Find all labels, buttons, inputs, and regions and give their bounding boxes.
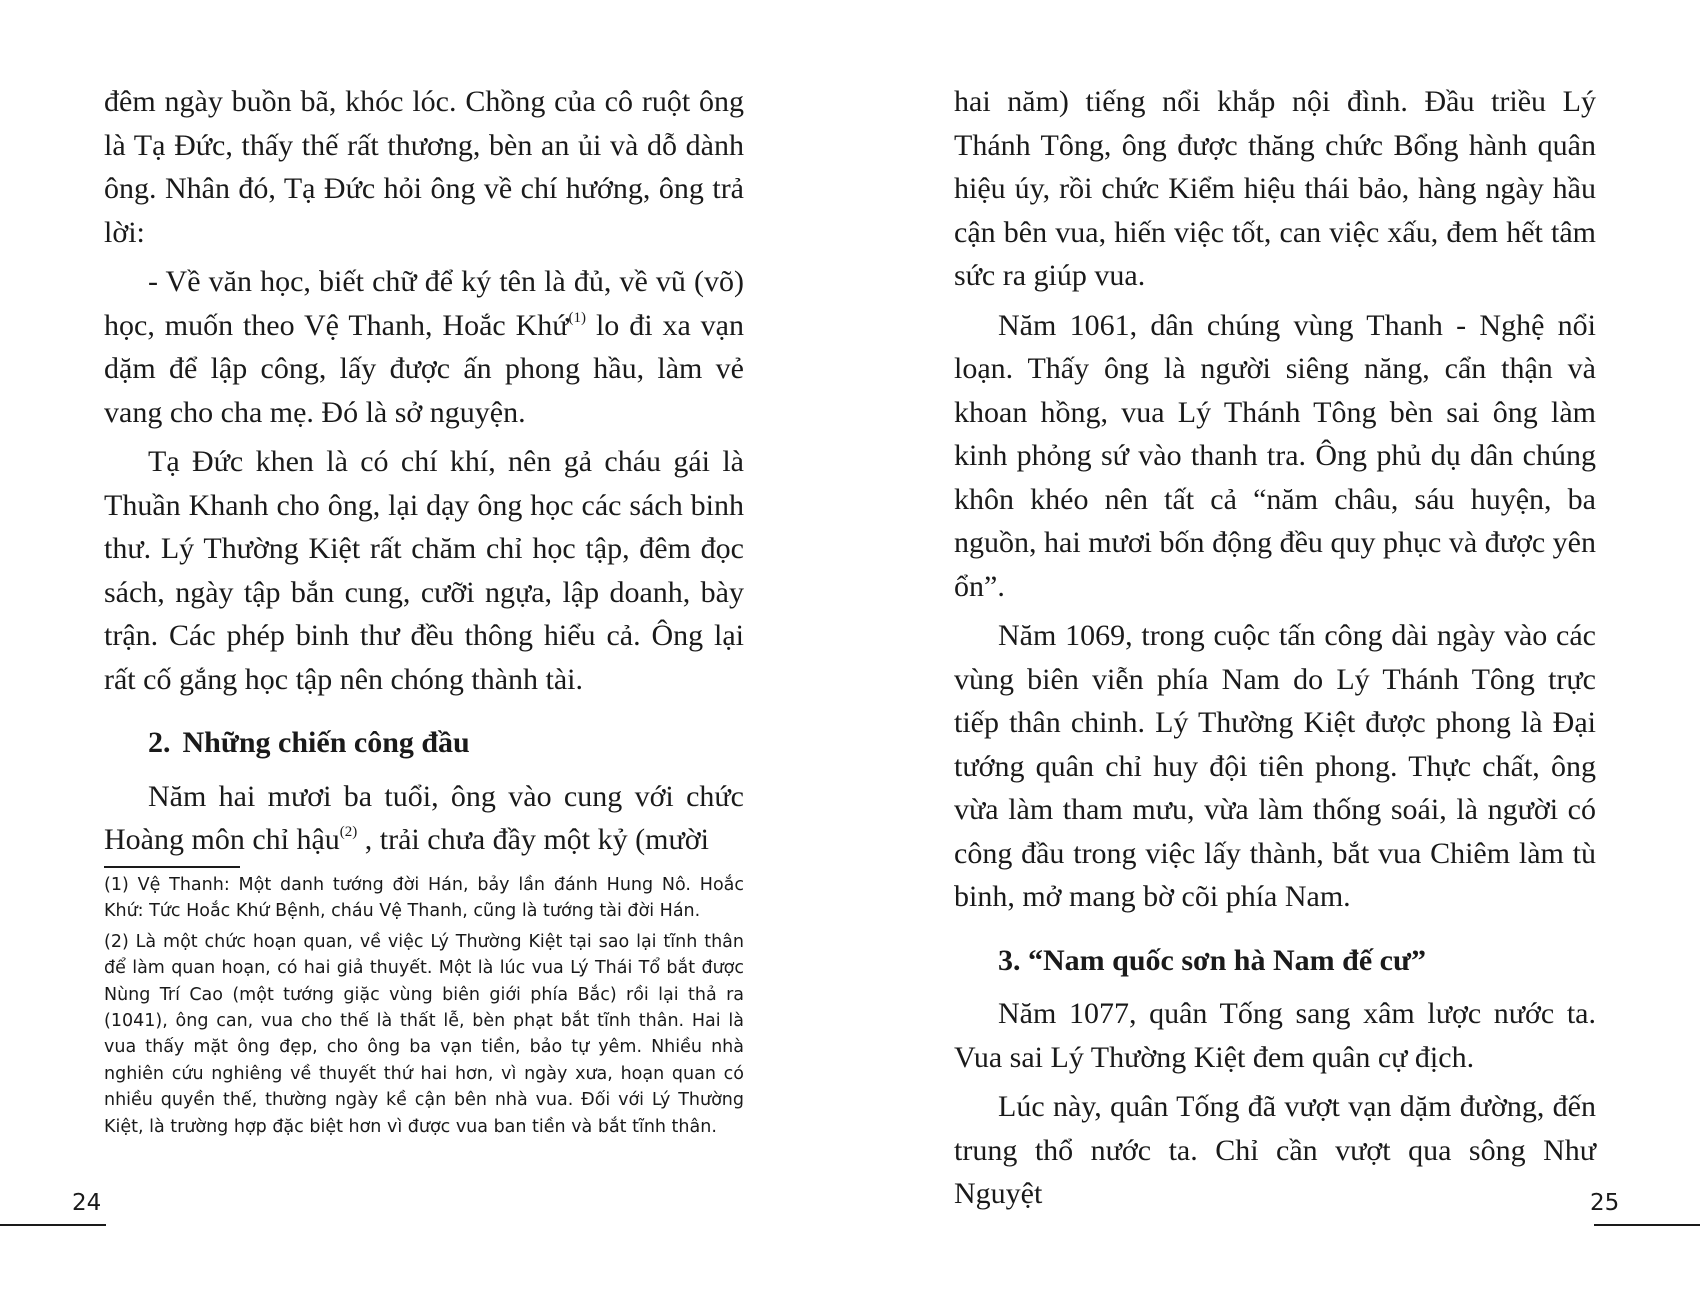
footnote-2: (2) Là một chức hoạn quan, về việc Lý Thường Kiệt tại sao lại tĩnh thân để làm quan hoạn, có hai giả thuyết. Một là lúc vua Lý Thái Tổ bắt được Nùng Trí Cao (một tướng giặc vùng biên giới phía Bắc) rồi lại thả ra (1041), ông can, vua cho thế là thất lễ, bèn phạt bắt tĩnh thân. Hai là vua thấy mặt ông đẹp, cho ông ba vạn tiền, bảo tự yêm. Nhiều nhà nghiên cứu nghiêng về thuyết thứ hai hơn, vì ngày xưa, hoạn quan có nhiều quyền thế, thường ngày kề cận bên nhà vua. Đối với Lý Thường Kiệt, là trường hợp đặc biệt hơn vì được vua ban tiền và bắt tĩnh thân.: [104, 931, 744, 1137]
right-page: [850, 0, 1700, 1294]
paragraph: Lúc này, quân Tống đã vượt vạn dặm đường, đến trung thổ nước ta. Chỉ cần vượt qua sông Như Nguyệt: [954, 1090, 1596, 1210]
paragraph: đêm ngày buồn bã, khóc lóc. Chồng của cô ruột ông là Tạ Đức, thấy thế rất thương, bèn an ủi và dỗ dành ông. Nhân đó, Tạ Đức hỏi ông về chí hướng, ông trả lời:: [104, 85, 744, 249]
footnote-1: (1) Vệ Thanh: Một danh tướng đời Hán, bảy lần đánh Hung Nô. Hoắc Khứ: Tức Hoắc Khứ Bệnh, cháu Vệ Thanh, cũng là tướng tài đời Hán.: [104, 875, 744, 922]
page-number: 24: [72, 1190, 102, 1216]
paragraph: Năm 1077, quân Tống sang xâm lược nước ta. Vua sai Lý Thường Kiệt đem quân cự địch.: [954, 997, 1596, 1074]
footnote-ref-1[interactable]: (1): [568, 309, 587, 326]
paragraph: Tạ Đức khen là có chí khí, nên gả cháu gái là Thuần Khanh cho ông, lại dạy ông học các sách binh thư. Lý Thường Kiệt rất chăm chỉ học tập, đêm đọc sách, ngày tập bắn cung, cưỡi ngựa, lập doanh, bày trận. Các phép binh thư đều thông hiểu cả. Ông lại rất cố gắng học tập nên chóng thành tài.: [104, 445, 744, 696]
section-title: Những chiến công đầu: [182, 726, 470, 759]
paragraph-text: lo đi xa vạn dặm để lập công, lấy được ấn phong hầu, làm vẻ vang cho cha mẹ. Đó là sở nguyện.: [104, 308, 744, 429]
paragraph-text: , trải chưa đầy một kỷ (mười: [357, 823, 709, 856]
footnote-divider: [104, 866, 240, 868]
paragraph: Năm 1061, dân chúng vùng Thanh - Nghệ nổi loạn. Thấy ông là người siêng năng, cẩn thận và khoan hồng, vua Lý Thánh Tông bèn sai ông làm kinh phỏng sứ vào thanh tra. Ông phủ dụ dân chúng khôn khéo nên tất cả “năm châu, sáu huyện, ba nguồn, hai mươi bốn động đều quy phục và được yên ổn”.: [954, 308, 1596, 603]
left-page-body: [104, 80, 744, 862]
page-number-rule: [1594, 1224, 1700, 1226]
paragraph: Năm 1069, trong cuộc tấn công dài ngày vào các vùng biên viễn phía Nam do Lý Thánh Tông trực tiếp thân chinh. Lý Thường Kiệt được phong là Đại tướng quân chỉ huy đội tiên phong. Thực chất, ông vừa làm tham mưu, vừa làm thống soái, là người có công đầu trong việc lấy thành, bắt vua Chiêm làm tù binh, mở mang bờ cõi phía Nam.: [954, 619, 1596, 913]
section-number: 2.: [148, 726, 171, 759]
page-number-rule: [0, 1224, 106, 1226]
right-page-body: [954, 80, 1596, 1216]
paragraph-text: Năm hai mươi ba tuổi, ông vào cung với chức Hoàng môn chỉ hậu: [104, 779, 744, 856]
section-heading: 3. “Nam quốc sơn hà Nam đế cư”: [998, 943, 1426, 977]
paragraph-text: - Về văn học, biết chữ để ký tên là đủ, về vũ (võ) học, muốn theo Vệ Thanh, Hoắc Khứ: [104, 265, 744, 342]
paragraph: hai năm) tiếng nổi khắp nội đình. Đầu triều Lý Thánh Tông, ông được thăng chức Bổng hành quân hiệu úy, rồi chức Kiểm hiệu thái bảo, hàng ngày hầu cận bên vua, hiến việc tốt, can việc xấu, đem hết tâm sức ra giúp vua.: [954, 85, 1596, 292]
section-heading: [148, 721, 744, 765]
page-number: 25: [1590, 1190, 1620, 1216]
paragraph: [104, 260, 744, 434]
footnote-ref-2[interactable]: (2): [339, 824, 358, 840]
paragraph: [104, 775, 744, 862]
footnotes: [104, 872, 744, 1144]
